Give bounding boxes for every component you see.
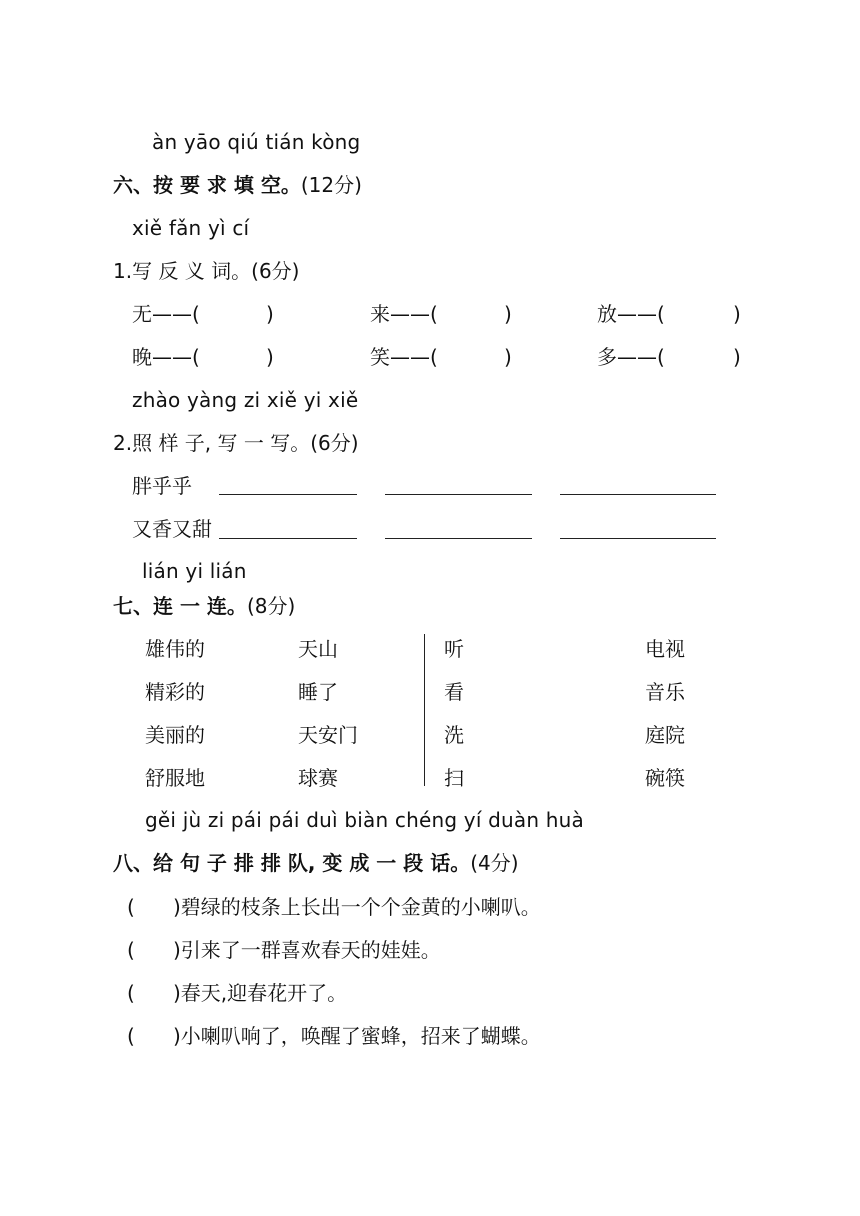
match-item-left2: 天安门 bbox=[298, 723, 358, 747]
sentence-text: 小喇叭响了，唤醒了蜜蜂，招来了蝴蝶。 bbox=[180, 1024, 541, 1048]
antonym-item: 笑——( bbox=[370, 345, 438, 369]
section-7-score: (8分) bbox=[246, 594, 296, 618]
q1-title: 1.写 反 义 词。(6分) bbox=[113, 259, 300, 283]
order-paren[interactable]: ( ) bbox=[127, 895, 181, 919]
pinyin-q2: zhào yàng zi xiě yi xiě bbox=[132, 388, 359, 412]
antonym-close: ) bbox=[733, 345, 741, 369]
match-item-right2: 电视 bbox=[645, 637, 685, 661]
match-item-left2: 睡了 bbox=[298, 680, 338, 704]
order-paren[interactable]: ( ) bbox=[127, 1024, 181, 1048]
match-item-right1: 看 bbox=[444, 680, 464, 704]
sentence-row bbox=[127, 983, 347, 1003]
antonym-close: ) bbox=[733, 302, 741, 326]
match-item-right2: 庭院 bbox=[645, 723, 685, 747]
sentence-text: 春天,迎春花开了。 bbox=[180, 981, 348, 1005]
section-7-heading bbox=[113, 596, 295, 616]
match-item-left1: 美丽的 bbox=[145, 723, 205, 747]
match-item-right1: 扫 bbox=[444, 766, 464, 790]
antonym-item: 来——( bbox=[370, 302, 438, 326]
match-item-left2: 天山 bbox=[298, 637, 338, 661]
section-6-score: (12分) bbox=[300, 173, 362, 197]
example-word: 胖乎乎 bbox=[132, 474, 192, 498]
answer-blank[interactable] bbox=[385, 494, 532, 495]
section-8-score: (4分) bbox=[470, 851, 519, 875]
section-7-title: 七、连 一 连。 bbox=[113, 594, 247, 618]
section-8-title: 八、给 句 子 排 排 队, 变 成 一 段 话。 bbox=[113, 851, 471, 875]
pinyin-line-1: àn yāo qiú tián kòng bbox=[152, 130, 361, 154]
pinyin-line-7: lián yi lián bbox=[142, 559, 247, 583]
q2-title: 2.照 样 子, 写 一 写。(6分) bbox=[113, 431, 359, 455]
antonym-item: 放——( bbox=[597, 302, 665, 326]
sentence-row bbox=[127, 897, 541, 917]
antonym-close: ) bbox=[504, 302, 512, 326]
match-item-right2: 碗筷 bbox=[645, 766, 685, 790]
example-word: 又香又甜 bbox=[132, 517, 212, 541]
answer-blank[interactable] bbox=[219, 538, 357, 539]
antonym-item: 晚——( bbox=[132, 345, 200, 369]
order-paren[interactable]: ( ) bbox=[127, 938, 181, 962]
answer-blank[interactable] bbox=[385, 538, 532, 539]
section-8-heading bbox=[113, 853, 519, 873]
section-6-heading bbox=[113, 175, 362, 195]
sentence-row bbox=[127, 1026, 541, 1046]
match-item-left2: 球赛 bbox=[298, 766, 338, 790]
section-6-title: 六、按 要 求 填 空。 bbox=[113, 173, 301, 197]
antonym-item: 无——( bbox=[132, 302, 200, 326]
match-item-right1: 洗 bbox=[444, 723, 464, 747]
match-item-left1: 精彩的 bbox=[145, 680, 205, 704]
answer-blank[interactable] bbox=[560, 538, 716, 539]
antonym-close: ) bbox=[266, 302, 274, 326]
pinyin-q1: xiě fǎn yì cí bbox=[132, 216, 250, 240]
pinyin-line-8: gěi jù zi pái pái duì biàn chéng yí duàn huà bbox=[145, 808, 584, 832]
answer-blank[interactable] bbox=[219, 494, 357, 495]
match-item-right1: 听 bbox=[444, 637, 464, 661]
sentence-text: 碧绿的枝条上长出一个个金黄的小喇叭。 bbox=[180, 895, 541, 919]
antonym-close: ) bbox=[504, 345, 512, 369]
order-paren[interactable]: ( ) bbox=[127, 981, 181, 1005]
sentence-text: 引来了一群喜欢春天的娃娃。 bbox=[180, 938, 441, 962]
match-item-left1: 雄伟的 bbox=[145, 637, 205, 661]
answer-blank[interactable] bbox=[560, 494, 716, 495]
match-item-right2: 音乐 bbox=[645, 680, 685, 704]
antonym-close: ) bbox=[266, 345, 274, 369]
antonym-item: 多——( bbox=[597, 345, 665, 369]
match-item-left1: 舒服地 bbox=[145, 766, 205, 790]
column-divider bbox=[424, 634, 425, 786]
sentence-row bbox=[127, 940, 441, 960]
